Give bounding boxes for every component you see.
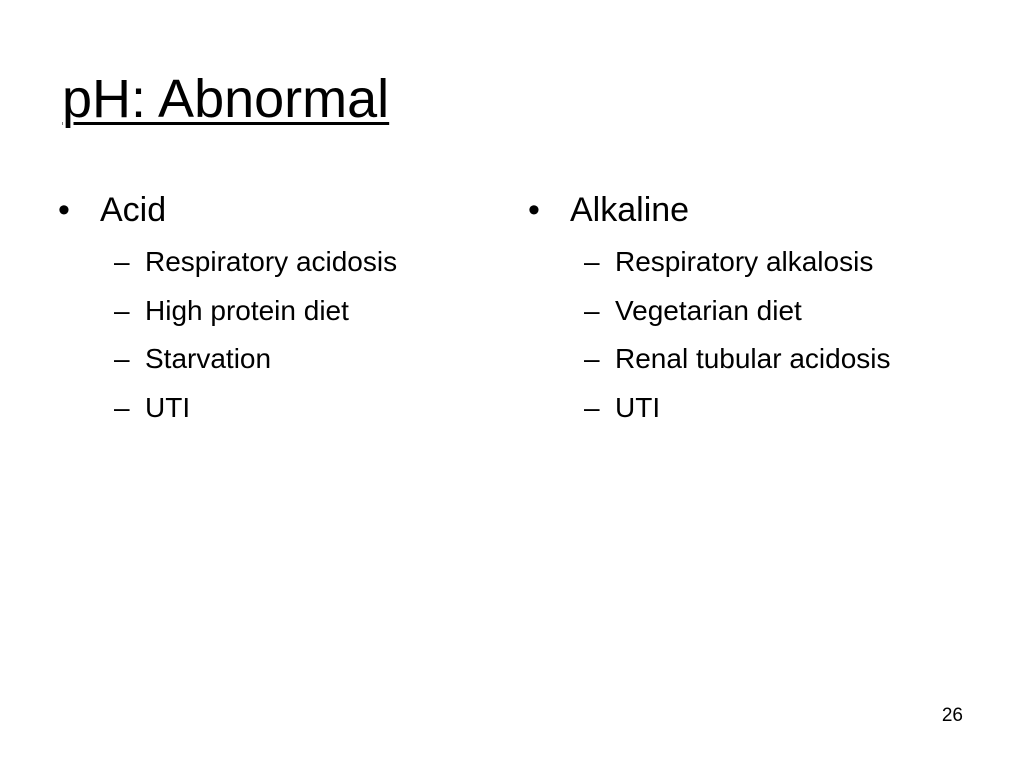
dash-icon: –	[114, 343, 130, 374]
slide-title: pH: Abnormal	[62, 69, 390, 129]
sub-item-label: Vegetarian diet	[615, 294, 802, 326]
bullet-label: Alkaline	[570, 191, 690, 229]
bullet-label: Acid	[100, 191, 167, 229]
alkaline-sublist	[528, 238, 968, 432]
sub-item-label: Starvation	[145, 343, 272, 374]
dash-icon: –	[584, 246, 600, 277]
slide-number: 26	[941, 705, 963, 726]
sub-item	[114, 335, 498, 384]
sub-item	[114, 238, 498, 287]
sub-item-label: UTI	[145, 391, 191, 423]
bullet-icon: •	[528, 191, 540, 229]
sub-item	[114, 384, 498, 433]
bullet-acid	[58, 188, 498, 232]
acid-sublist	[58, 238, 498, 432]
acid-column	[58, 188, 498, 432]
dash-icon: –	[584, 294, 600, 326]
dash-icon: –	[114, 294, 130, 326]
sub-item	[114, 287, 498, 336]
sub-item-label: Respiratory alkalosis	[615, 246, 874, 277]
sub-item-label: Respiratory acidosis	[145, 246, 398, 277]
dash-icon: –	[584, 391, 600, 423]
sub-item	[584, 287, 968, 336]
sub-item	[584, 238, 968, 287]
dash-icon: –	[584, 343, 600, 374]
dash-icon: –	[114, 391, 130, 423]
sub-item	[584, 384, 968, 433]
sub-item-label: UTI	[615, 391, 661, 423]
alkaline-column	[528, 188, 968, 432]
dash-icon: –	[114, 246, 130, 277]
sub-item-label: High protein diet	[145, 294, 349, 326]
bullet-icon: •	[58, 191, 70, 229]
bullet-alkaline	[528, 188, 968, 232]
sub-item	[584, 335, 968, 384]
sub-item-label: Renal tubular acidosis	[615, 343, 891, 374]
